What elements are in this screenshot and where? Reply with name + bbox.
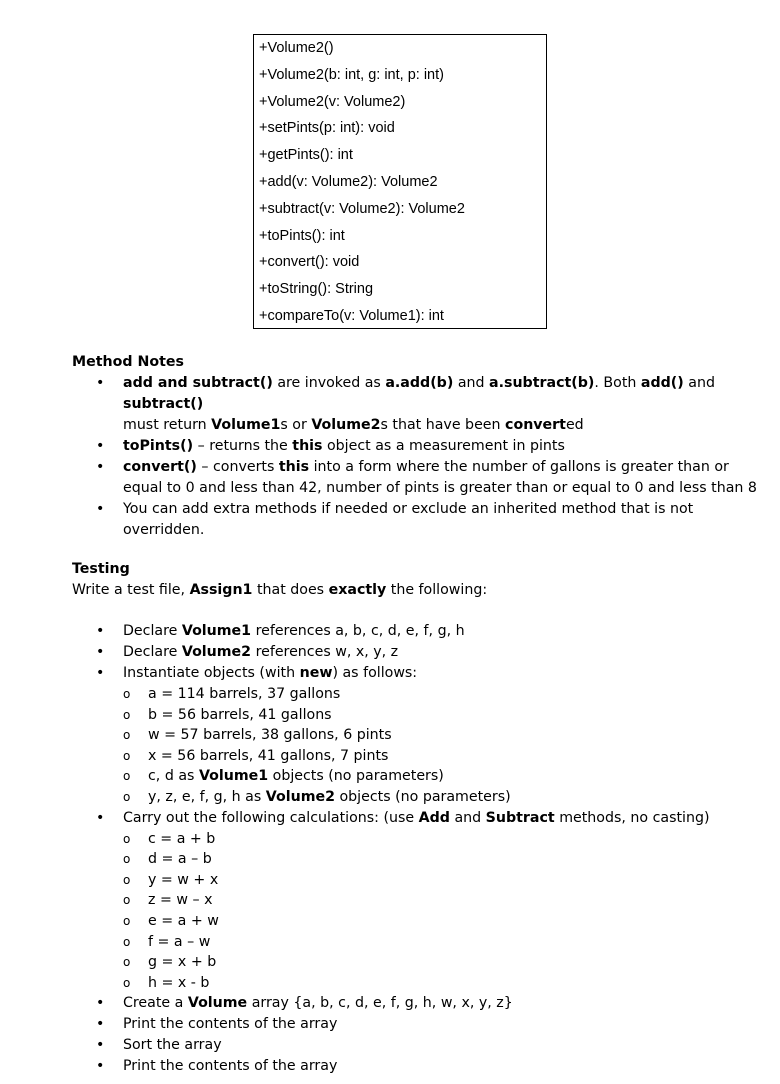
sub-list-item: o b = 56 barrels, 41 gallons	[72, 705, 772, 726]
bullet-icon: •	[96, 1058, 105, 1075]
circle-bullet-icon: o	[123, 687, 131, 701]
sub-list-item: o x = 56 barrels, 41 gallons, 7 pints	[72, 746, 772, 767]
list-item: • Create a Volume array {a, b, c, d, e, f, g, h, w, x, y, z}	[72, 993, 772, 1014]
sub-list-item: o c = a + b	[72, 829, 772, 850]
uml-method: +Volume2(v: Volume2)	[259, 93, 406, 110]
testing-intro: Write a test file, Assign1 that does exactly the following:	[72, 582, 488, 598]
bullet-icon: •	[96, 623, 105, 639]
list-item: • Declare Volume2 references w, x, y, z	[72, 642, 772, 663]
sub-list-item: o e = a + w	[72, 911, 772, 932]
bullet-icon: •	[96, 1016, 105, 1033]
uml-method: +toPints(): int	[259, 227, 345, 244]
uml-method: +getPints(): int	[259, 147, 353, 164]
uml-method: +toString(): String	[259, 281, 374, 298]
circle-bullet-icon: o	[123, 913, 131, 928]
list-item: • toPints() – returns the this object as a measurement in pints	[72, 436, 772, 457]
circle-bullet-icon: o	[123, 769, 131, 784]
uml-methods-box	[253, 34, 547, 329]
circle-bullet-icon: o	[123, 934, 131, 949]
list-item: • Declare Volume1 references a, b, c, d, e, f, g, h	[72, 621, 772, 642]
list-item: • add and subtract() are invoked as a.add(b) and a.subtract(b). Both add() and subtract() must return Volume1s or Volume2s that have been converted	[96, 375, 715, 433]
uml-method: +Volume2()	[259, 40, 334, 56]
bullet-icon: •	[96, 809, 105, 826]
circle-bullet-icon: o	[123, 955, 131, 970]
method-notes-heading: Method Notes	[72, 354, 184, 370]
bullet-icon: •	[96, 459, 105, 475]
list-item: • Carry out the following calculations: (use Add and Subtract methods, no casting)	[72, 808, 772, 829]
uml-method: +compareTo(v: Volume1): int	[259, 307, 444, 324]
circle-bullet-icon: o	[123, 707, 131, 722]
bullet-icon: •	[96, 501, 105, 517]
testing-heading: Testing	[72, 561, 130, 577]
sub-list-item: o d = a – b	[72, 849, 772, 870]
circle-bullet-icon: o	[123, 975, 131, 990]
assignment-text	[72, 352, 772, 1077]
sub-list-item: o g = x + b	[72, 952, 772, 973]
list-item: • You can add extra methods if needed or exclude an inherited method that is not overridden.	[96, 501, 694, 538]
bullet-icon: •	[96, 665, 105, 681]
uml-method: +add(v: Volume2): Volume2	[259, 173, 438, 190]
uml-method: +Volume2(b: int, g: int, p: int)	[259, 66, 444, 83]
circle-bullet-icon: o	[123, 748, 131, 763]
sub-list-item: o h = x - b	[72, 973, 772, 994]
method-notes-list	[72, 373, 772, 541]
circle-bullet-icon: o	[123, 831, 131, 846]
circle-bullet-icon: o	[123, 872, 131, 887]
uml-method: +convert(): void	[259, 254, 360, 271]
sub-list-item: o f = a – w	[72, 932, 772, 953]
list-item: • Print the contents of the array	[72, 1056, 772, 1077]
sub-list-item: o y = w + x	[72, 870, 772, 891]
bullet-icon: •	[96, 375, 105, 391]
bullet-icon: •	[96, 644, 105, 660]
sub-list-item: o z = w – x	[72, 890, 772, 911]
sub-list-item: o c, d as Volume1 objects (no parameters)	[72, 766, 772, 787]
uml-method: +setPints(p: int): void	[259, 120, 395, 137]
list-item: • Instantiate objects (with new) as follows:	[72, 663, 772, 684]
bullet-icon: •	[96, 1037, 105, 1054]
sub-list-item: o a = 114 barrels, 37 gallons	[72, 684, 772, 705]
list-item: • Print the contents of the array	[72, 1014, 772, 1035]
list-item: • convert() – converts this into a form where the number of gallons is greater than or equal to 0 and less than 42, number of pints is greater than or equal to 0 and less than 8	[96, 459, 757, 496]
sub-list-item: o y, z, e, f, g, h as Volume2 objects (no parameters)	[72, 787, 772, 808]
testing-list	[72, 621, 772, 1077]
circle-bullet-icon: o	[123, 728, 131, 743]
uml-method: +subtract(v: Volume2): Volume2	[259, 200, 465, 217]
list-item: • Sort the array	[72, 1035, 772, 1056]
sub-list-item: o w = 57 barrels, 38 gallons, 6 pints	[72, 725, 772, 746]
circle-bullet-icon: o	[123, 852, 131, 867]
bullet-icon: •	[96, 995, 105, 1012]
circle-bullet-icon: o	[123, 893, 131, 908]
bullet-icon: •	[96, 438, 105, 454]
circle-bullet-icon: o	[123, 789, 131, 804]
